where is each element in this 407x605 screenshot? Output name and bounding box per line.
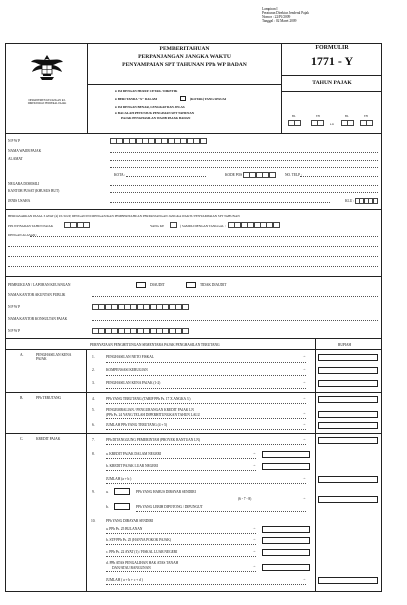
alasan-field-2[interactable] — [8, 246, 378, 247]
lampiran-block — [262, 7, 309, 23]
kota-label: KOTA : — [114, 173, 126, 177]
row-10d2-label: DAN/ATAU BANGUNAN — [112, 566, 151, 570]
row-8-total-label: JUMLAH (a + b ) — [106, 477, 132, 481]
row-9a-label: PPh YANG HARUS DIBAYAR SENDIRI — [136, 490, 196, 494]
klu-field[interactable] — [355, 198, 377, 204]
arrow-icon: → — [252, 450, 256, 455]
row-9b-label: PPh YANG LEBIH DIPOTONG / DIPUNGUT — [136, 505, 203, 509]
alasan-field-3[interactable] — [8, 256, 378, 257]
value-box-1[interactable] — [318, 354, 378, 361]
section-c-title: KREDIT PAJAK — [36, 437, 61, 441]
agency-line: DEPARTEMEN KEUANGAN R.I. — [28, 99, 66, 102]
title-line: PEMBERITAHUAN — [159, 46, 210, 52]
section-b-title: PPh TERUTANG — [36, 396, 62, 400]
arrow-icon: → — [252, 563, 256, 568]
tahun-pajak-label: TAHUN PAJAK — [312, 80, 352, 86]
alasan-field-1[interactable] — [30, 236, 378, 237]
row-9a-letter: a. — [106, 490, 109, 494]
row-9a-checkbox[interactable] — [114, 488, 130, 495]
row-7-no: 7. — [92, 438, 95, 442]
instruction-4 — [115, 111, 194, 115]
row-9-formula: (6 - 7 - 8) — [238, 497, 252, 501]
instruction-1 — [115, 89, 177, 93]
telp-label: NO. TELP : — [285, 173, 302, 177]
kode-pos-field[interactable] — [243, 172, 275, 178]
statement-line-3: DENGAN ALASAN : — [8, 233, 37, 237]
row-8-no: 8. — [92, 452, 95, 456]
ke-field[interactable] — [170, 222, 176, 228]
period-end-year[interactable] — [360, 120, 373, 126]
tahun-pajak-field[interactable] — [64, 222, 90, 228]
instruction-3 — [115, 105, 185, 109]
row-5b-label: (PPh Ps. 24 YANG TELAH DIPERHITUNGKAN TAHUN LALU — [106, 413, 201, 417]
agency-line: DIREKTORAT JENDERAL PAJAK — [27, 102, 67, 106]
telp-field[interactable] — [300, 176, 378, 177]
npwp-kkp-label: N P W P — [8, 329, 21, 333]
instruction-2b: (KOTAK) YANG SESUAI — [190, 97, 227, 101]
klu-label: KLU : — [345, 199, 355, 203]
row-10c-label: c. PPh Ps. 22 AYAT (1) / FISKAL LUAR NEGERI — [106, 550, 178, 554]
arrow-icon: → — [252, 548, 256, 553]
alamat-field-1[interactable] — [110, 160, 378, 161]
bl-label: BL — [345, 115, 349, 118]
row-10-label: PPh YANG DIBAYAR SENDIRI — [106, 519, 153, 523]
lampiran-line: Peraturan Direktur Jenderal Pajak — [262, 11, 309, 15]
form-title — [88, 45, 281, 69]
tanggal-field[interactable] — [228, 222, 279, 228]
lampiran-line: Lampiran I — [262, 7, 278, 11]
value-box-4[interactable] — [318, 396, 378, 403]
arrow-icon: → — [302, 379, 306, 384]
instruction-2 — [115, 97, 157, 101]
instruction-text: ISI DENGAN BENAR, LENGKAP DAN JELAS — [117, 105, 185, 109]
row-10-no: 10. — [91, 519, 96, 523]
bl-label: BL — [292, 115, 296, 118]
section-c-letter: C. — [20, 437, 24, 441]
value-box-8[interactable] — [318, 476, 378, 483]
row-3-label: PENGHASILAN KENA PAJAK (1-2) — [106, 381, 161, 385]
instruction-text: BERI TANDA "X" DALAM — [117, 97, 157, 101]
calc-header: PERNYATAAN PENGHITUNGAN SEMENTARA PAJAK PENGHASILAN TERUTANG — [90, 343, 220, 347]
arrow-icon: → — [302, 421, 306, 426]
row-10b-label: b. STP PPh Ps. 25 (HANYA POKOK PAJAK) — [106, 538, 171, 542]
statement-line-2a: PPh WP BADAN TAHUN PAJAK — [8, 224, 54, 228]
th-label: TH — [316, 115, 320, 118]
value-box-10d[interactable] — [262, 564, 310, 571]
row-8b-label: b. KREDIT PAJAK LUAR NEGERI — [106, 464, 158, 468]
row-10-total-label: JUMLAH ( a + b + c + d ) — [106, 578, 143, 582]
bullet-icon: ● — [115, 89, 118, 93]
arrow-icon: → — [302, 576, 306, 581]
title-line: PERPANJANGAN JANGKA WAKTU — [138, 54, 231, 60]
kantor-pusat-label: KANTOR PUSAT (KHUSUS BUT) — [8, 189, 60, 193]
row-9-no: 9. — [92, 490, 95, 494]
nama-kap-field[interactable] — [92, 296, 378, 297]
arrow-icon: → — [252, 536, 256, 541]
instruction-text: BACALAH PETUNJUK PENGISIAN SPT TAHUNAN — [117, 111, 195, 115]
jenis-usaha-label: JENIS USAHA — [8, 199, 31, 203]
bullet-icon: ● — [115, 111, 118, 115]
arrow-icon: → — [302, 475, 306, 480]
npwp-kap-label: N P W P — [8, 305, 21, 309]
section-a-title — [36, 353, 80, 361]
value-box-6[interactable] — [318, 422, 378, 429]
kode-pos-label: KODE POS : — [225, 173, 244, 177]
value-box-10c[interactable] — [262, 549, 310, 556]
arrow-icon: → — [302, 436, 306, 441]
statement-line-1: BERDASARKAN PASAL 3 AYAT (4) UU KUP, DENGAN INI MENGAJUKAN PEMBERITAHUAN PERPANJANGAN JANGKA WAKTU PENYAMPAIAN SPT TAHUNAN — [8, 214, 240, 218]
value-box-10[interactable] — [318, 577, 378, 584]
npwp-field[interactable] — [110, 138, 206, 144]
lampiran-line: Nomor : 22/PJ/2009 — [262, 15, 291, 19]
pembukuan-label: PEMBUKUAN / LAPORAN KEUANGAN — [8, 283, 71, 287]
period-end-month[interactable] — [341, 120, 354, 126]
title-line: PENYAMPAIAN SPT TAHUNAN PPh WP BADAN — [122, 62, 247, 68]
value-box-7[interactable] — [318, 437, 378, 444]
instruction-text: ISI DENGAN HURUF CETAK / DIKETIK — [117, 89, 178, 93]
section-a-letter: A. — [20, 353, 24, 357]
period-start-year[interactable] — [311, 120, 324, 126]
bullet-icon: ● — [115, 105, 118, 109]
alasan-field-4[interactable] — [8, 266, 378, 267]
arrow-icon: → — [302, 395, 306, 400]
lampiran-line: Tanggal : 02 Maret 2009 — [262, 19, 297, 23]
instruction-4b: PAJAK PENGHASILAN WAJIB PAJAK BADAN — [121, 116, 191, 120]
row-9b-letter: b. — [106, 505, 109, 509]
nama-wp-field[interactable] — [110, 152, 378, 153]
nama-kap-label: NAMA KANTOR AKUNTAN PUBLIK — [8, 293, 66, 297]
statement-line-2b: YANG KE — [150, 224, 165, 228]
sd-label: s.d. — [330, 122, 334, 126]
row-9b-checkbox[interactable] — [114, 503, 130, 510]
arrow-icon: → — [302, 366, 306, 371]
value-box-3[interactable] — [318, 380, 378, 387]
row-2-label: KOMPENSASI KERUGIAN — [106, 368, 148, 372]
row-7-label: PPh DITANGGUNG PEMERINTAH (PROYEK BANTUAN LN) — [106, 438, 200, 442]
row-2-no: 2. — [92, 368, 95, 372]
negara-field[interactable] — [110, 185, 378, 186]
th-label: TH — [364, 115, 368, 118]
jenis-usaha-field[interactable] — [110, 202, 330, 203]
arrow-icon: → — [252, 462, 256, 467]
formulir-code: 1771 - Y — [310, 54, 354, 68]
garuda-emblem-icon — [30, 52, 64, 82]
diaudit-checkbox[interactable] — [136, 282, 146, 288]
nama-kkp-field[interactable] — [92, 320, 378, 321]
row-6-no: 6. — [92, 423, 95, 427]
section-b-letter: B. — [20, 396, 24, 400]
statement-line-2c: ) SAMPAI DENGAN TANGGAL : — [180, 224, 226, 228]
arrow-icon: → — [302, 410, 306, 415]
sample-checkbox — [180, 96, 186, 101]
row-6-label: JUMLAH PPh YANG TERUTANG (4 + 5) — [106, 423, 168, 427]
tidak-diaudit-label: TIDAK DIAUDIT — [200, 283, 227, 287]
tidak-diaudit-checkbox[interactable] — [186, 282, 196, 288]
arrow-icon: → — [252, 525, 256, 530]
rupiah-header: RUPIAH — [338, 343, 352, 347]
row-4-no: 4. — [92, 397, 95, 401]
value-box-2[interactable] — [318, 367, 378, 374]
nama-kkp-label: NAMA KANTOR KONSULTAN PAJAK — [8, 317, 68, 321]
value-box-8a[interactable] — [262, 451, 310, 458]
row-5-label: PENGEMBALIAN / PENGURANGAN KREDIT PAJAK LN — [106, 408, 194, 412]
row-3-no: 3. — [92, 381, 95, 385]
negara-label: NEGARA DOMISILI — [8, 182, 40, 186]
arrow-icon: → — [302, 353, 306, 358]
diaudit-label: DIAUDIT — [150, 283, 165, 287]
section-title-text: PENGHASILAN KENA PAJAK — [36, 353, 72, 361]
row-1-no: 1. — [92, 355, 95, 359]
formulir-label: FORMULIR — [315, 45, 349, 51]
value-box-10a[interactable] — [262, 526, 310, 533]
row-4-label: PPh YANG TERUTANG (TARIF PPh Ps. 17 X ANGKA 3 ) — [106, 397, 191, 401]
value-box-9[interactable] — [318, 496, 378, 503]
period-start-month[interactable] — [288, 120, 301, 126]
row-1-label: PENGHASILAN NETO FISKAL — [106, 355, 154, 359]
bullet-icon: ● — [115, 97, 118, 101]
npwp-kap-field[interactable] — [92, 304, 188, 310]
kantor-pusat-field[interactable] — [110, 192, 378, 193]
row-8a-label: a. KREDIT PAJAK DALAM NEGERI — [106, 452, 162, 456]
value-box-5[interactable] — [318, 411, 378, 418]
kota-field[interactable] — [126, 176, 206, 177]
arrow-icon: → — [302, 495, 306, 500]
row-10a-label: a. PPh Ps. 25 BULANAN — [106, 527, 143, 531]
npwp-kkp-field[interactable] — [92, 328, 188, 334]
row-10d-label: d. PPh ATAS PENGALIHAN HAK ATAS TANAH — [106, 561, 179, 565]
value-box-8b[interactable] — [262, 463, 310, 470]
row-5-no: 5. — [92, 408, 95, 412]
alamat-label: ALAMAT — [8, 157, 23, 161]
alamat-field-2[interactable] — [110, 167, 378, 168]
nama-wp-label: NAMA WAJIB PAJAK — [8, 149, 42, 153]
npwp-label: N P W P — [8, 139, 21, 143]
value-box-10b[interactable] — [262, 537, 310, 544]
agency-name — [14, 99, 80, 106]
